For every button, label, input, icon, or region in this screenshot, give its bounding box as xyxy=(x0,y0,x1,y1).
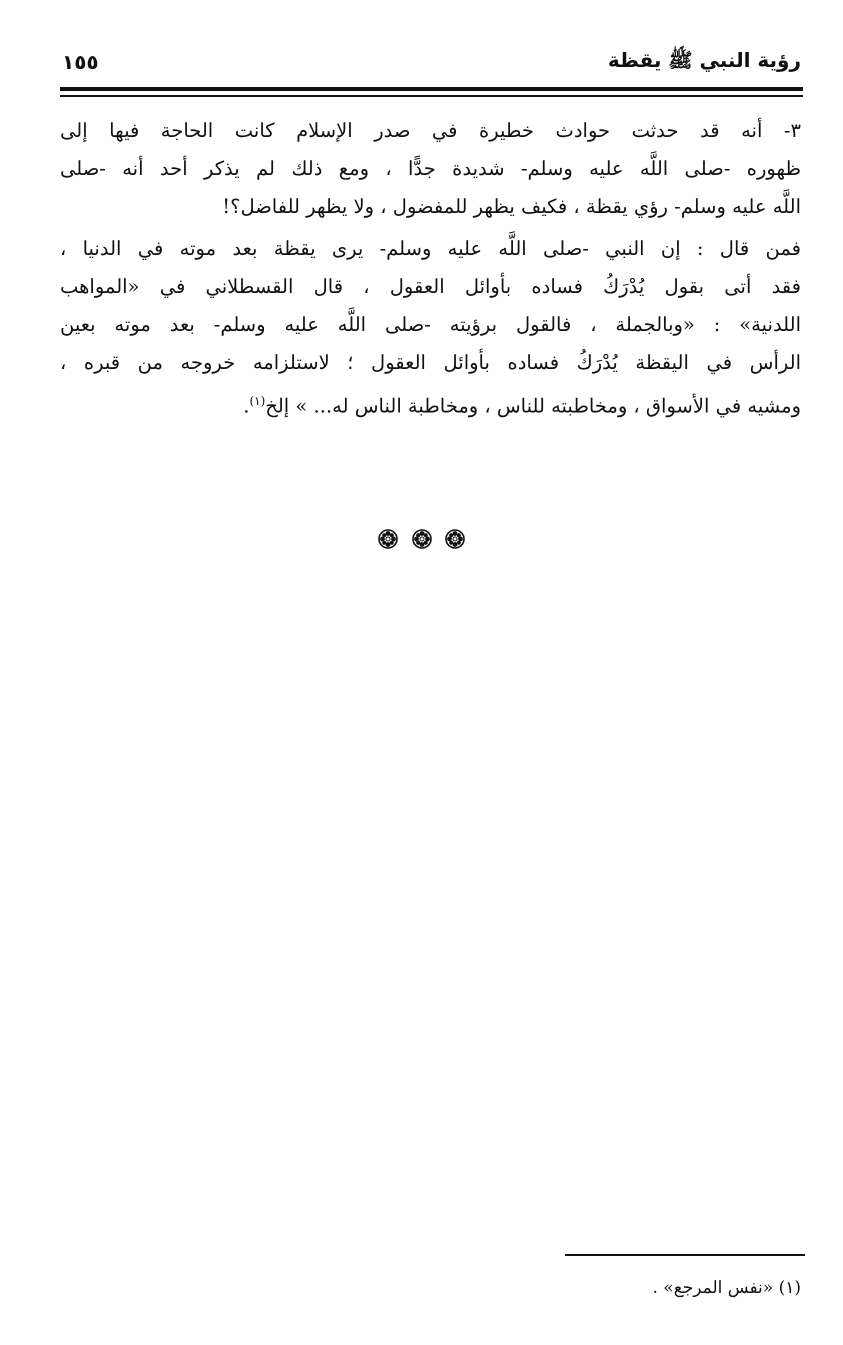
text-line: فقد أتى بقول يُدْرَكُ فساده بأوائل العقول ، قال القسطلاني في «المواهب xyxy=(60,275,801,298)
section-divider-ornaments xyxy=(0,528,843,549)
header-rule-thin xyxy=(60,95,803,97)
paragraph-point-3 xyxy=(60,112,801,226)
flower-ornament-icon xyxy=(445,529,465,549)
page-number: ١٥٥ xyxy=(62,50,99,74)
text-line: الرأس في اليقظة يُدْرَكُ فساده بأوائل العقول ؛ لاستلزامه خروجه من قبره ، xyxy=(60,351,801,374)
body-text xyxy=(60,112,801,426)
text-line: ومشيه في الأسواق ، ومخاطبته للناس ، ومخاطبة الناس له... » إلخ xyxy=(265,394,801,418)
text-line: اللَّه عليه وسلم- رؤي يقظة ، فكيف يظهر للمفضول ، ولا يظهر للفاضل؟! xyxy=(222,195,801,218)
flower-ornament-icon xyxy=(378,529,398,549)
header-rule-thick xyxy=(60,87,803,91)
text-line: ٣- أنه قد حدثت حوادث خطيرة في صدر الإسلام كانت الحاجة فيها إلى xyxy=(60,119,801,142)
text-line: ظهوره -صلى اللَّه عليه وسلم- شديدة جدًّا ، ومع ذلك لم يذكر أحد أنه -صلى xyxy=(60,157,801,180)
flower-ornament-icon xyxy=(412,529,432,549)
footnote-reference[interactable]: (١) xyxy=(249,394,266,408)
running-title: رؤية النبي ﷺ يقظة xyxy=(607,48,801,72)
text-line-last xyxy=(60,382,801,426)
page-header xyxy=(62,48,801,82)
text-line: فمن قال : إن النبي -صلى اللَّه عليه وسلم- يرى يقظة بعد موته في الدنيا ، xyxy=(60,237,801,260)
end-mark: . xyxy=(243,394,250,418)
paragraph-conclusion xyxy=(60,230,801,426)
footnote: (١) «نفس المرجع» . xyxy=(652,1278,801,1298)
footnote-separator xyxy=(565,1254,805,1256)
text-line: اللدنية» : «وبالجملة ، فالقول برؤيته -صلى اللَّه عليه وسلم- بعد موته بعين xyxy=(60,313,801,336)
